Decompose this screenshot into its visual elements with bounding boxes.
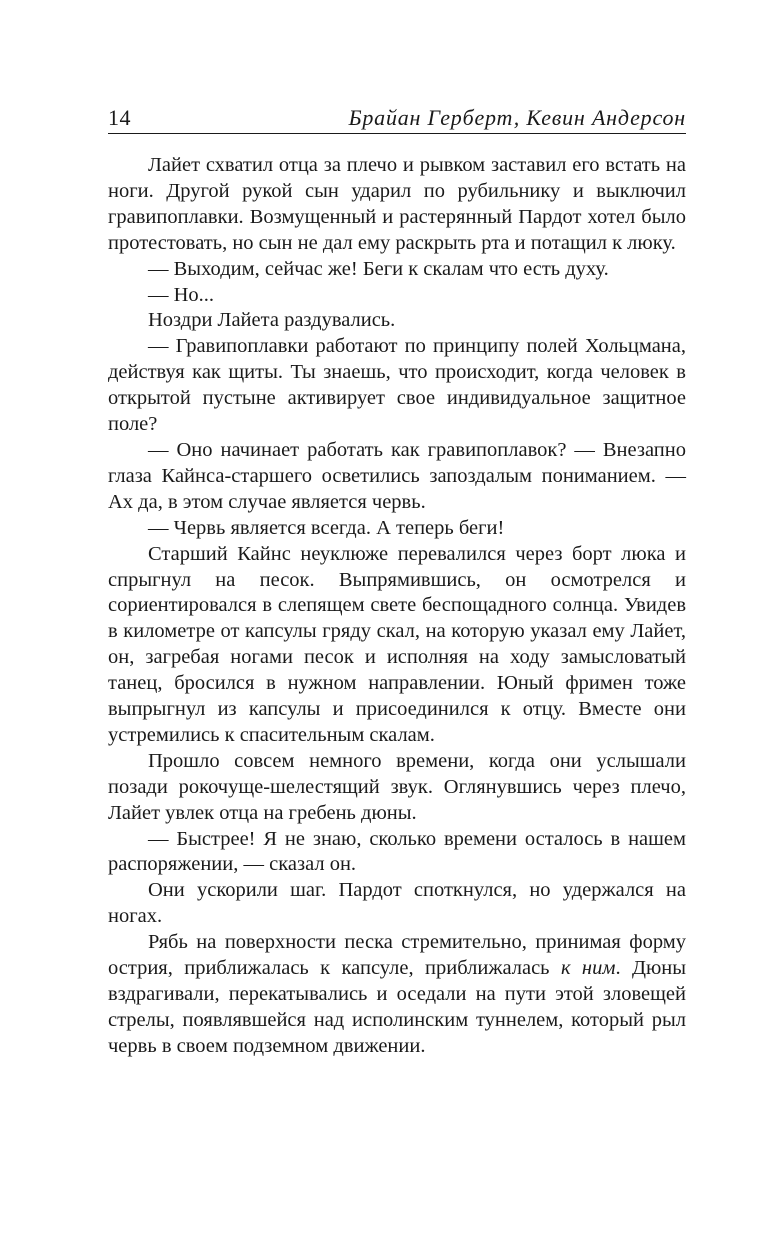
- paragraph: Старший Кайнс неуклюже перевалился через борт люка и спрыгнул на песок. Выпрямившись, он осмотрелся и сориентировался в слепящем свете беспощадного солнца. Увидев в километре от капсулы гряду скал, на которую указал ему Лайет, он, загребая ногами песок и исполняя на ходу замысловатый танец, бросился в нужном направлении. Юный фримен тоже выпрыгнул из капсулы и присоединился к отцу. Вместе они устремились к спасительным скалам.: [108, 542, 686, 746]
- paragraph: Они ускорили шаг. Пардот споткнулся, но удержался на ногах.: [108, 879, 686, 928]
- text-span: . Дюны вздрагивали, перекатывались и оседали на пути этой зловещей стрелы, появлявшейся над исполинским туннелем, который рыл червь в своем подземном движении.: [108, 957, 687, 1057]
- paragraph: Прошло совсем немного времени, когда они услышали позади рокочуще-шелестящий звук. Оглянувшись через плечо, Лайет увлек отца на гребень дюны.: [108, 749, 686, 824]
- paragraph-last: [108, 930, 686, 1060]
- running-head: [108, 100, 686, 134]
- paragraph: — Червь является всегда. А теперь беги!: [148, 516, 505, 539]
- text-body: [108, 153, 686, 1060]
- page-number: 14: [108, 105, 131, 130]
- paragraph: Ноздри Лайета раздувались.: [148, 309, 396, 332]
- text-span: Рябь на поверхности песка стремительно, принимая форму острия, приближалась к капсуле, приближалась: [108, 931, 686, 980]
- emphasized-text: к ним: [560, 957, 616, 980]
- paragraph: Лайет схватил отца за плечо и рывком заставил его встать на ноги. Другой рукой сын ударил по рубильнику и выключил гравипоплавки. Возмущенный и растерянный Пардот хотел было протестовать, но сын не дал ему раскрыть рта и потащил к люку.: [108, 154, 686, 254]
- paragraph: — Оно начинает работать как гравипоплавок? — Внезапно глаза Кайнса-старшего осветились запоздалым пониманием. — Ах да, в этом случае является червь.: [108, 438, 686, 513]
- paragraph: — Выходим, сейчас же! Беги к скалам что есть духу.: [148, 257, 609, 280]
- book-authors: Брайан Герберт, Кевин Андерсон: [348, 105, 686, 130]
- paragraph: — Но...: [148, 283, 215, 306]
- paragraph: — Быстрее! Я не знаю, сколько времени осталось в нашем распоряжении, — сказал он.: [108, 827, 686, 876]
- paragraph: — Гравипоплавки работают по принципу полей Хольцмана, действуя как щиты. Ты знаешь, что происходит, когда человек в открытой пустыне активирует свое индивидуальное защитное поле?: [108, 335, 686, 436]
